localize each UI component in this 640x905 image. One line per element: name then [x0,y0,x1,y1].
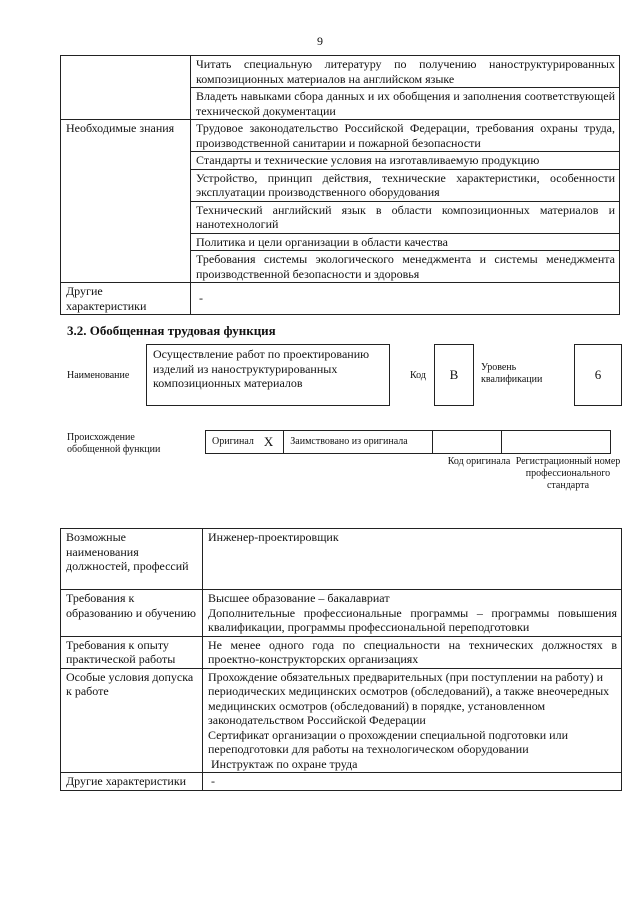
table-cell [203,668,622,773]
table-cell: Технический английский язык в области композиционных материалов и нанотехнологий [191,201,620,233]
table-cell: Инженер-проектировщик [203,529,622,590]
origin-mark: X [260,431,284,454]
code-caption: Код оригинала [447,456,511,467]
condition-line: Инструктаж по охране труда [211,756,358,771]
skills-knowledge-table [60,55,620,315]
condition-line: Прохождение обязательных предварительных (при поступлении на работу) и периодических медицинских осмотров (обследований), а также внеочередных медицинских осмотров (обследований) в порядке, установленном законодательством Российской Федерации [208,669,610,727]
row-label-other: Другие характеристики [61,773,203,791]
table-cell: - [203,773,622,791]
table-cell: Устройство, принцип действия, технические характеристики, особенности эксплуатации производственного оборудования [191,169,620,201]
table-cell: Читать специальную литературу по получению наноструктурированных композиционных материалов на английском языке [191,56,620,88]
origin-table [205,430,611,454]
original-code-cell [433,431,502,454]
requirements-table [60,528,622,791]
section-heading: 3.2. Обобщенная трудовая функция [67,323,276,338]
row-label-knowledge: Необходимые знания [61,120,191,283]
education-line: Дополнительные профессиональные программы – программы повышения квалификации, программы профессиональной переподготовки [208,605,617,634]
level-value-box: 6 [574,344,622,406]
table-cell: Трудовое законодательство Российской Федерации, требования охраны труда, производственной санитарии и пожарной безопасности [191,120,620,152]
table-cell: Политика и цели организации в области качества [191,233,620,251]
registration-number-cell [502,431,611,454]
table-cell [203,590,622,637]
table-cell: Не менее одного года по специальности на технических должностях в проектно-конструкторских организациях [203,636,622,668]
table-cell: Стандарты и технические условия на изготавливаемую продукцию [191,152,620,170]
name-label: Наименование [67,370,130,381]
condition-line: Сертификат организации о прохождении специальной подготовки или переподготовки для работы на технологическом оборудовании [208,727,569,756]
table-cell: Владеть навыками сбора данных и их обобщения и заполнения соответствующей технической документации [191,88,620,120]
function-name-box: Осуществление работ по проектированию изделий из наноструктурированных композиционных материалов [146,344,390,406]
education-line: Высшее образование – бакалавриат [208,591,390,605]
origin-borrowed-label: Заимствовано из оригинала [284,431,433,454]
row-label-positions: Возможные наименования должностей, профессий [61,529,203,590]
row-label-conditions: Особые условия допуска к работе [61,668,203,773]
regnum-caption: Регистрационный номер профессионального стандарта [515,456,621,491]
origin-original-label: Оригинал [206,431,260,454]
code-label: Код [410,370,426,381]
row-label-other: Другие характеристики [61,283,191,315]
table-cell: - [191,283,620,315]
table-cell: Требования системы экологического менеджмента и системы менеджмента производственной безопасности и здоровья [191,251,620,283]
origin-label: Происхождение обобщенной функции [67,432,161,455]
level-label: Уровень квалификации [481,362,543,385]
code-value-box: B [434,344,474,406]
row-label-experience: Требования к опыту практической работы [61,636,203,668]
row-label-education: Требования к образованию и обучению [61,590,203,637]
page-number: 9 [317,34,323,48]
row-label [61,56,191,120]
